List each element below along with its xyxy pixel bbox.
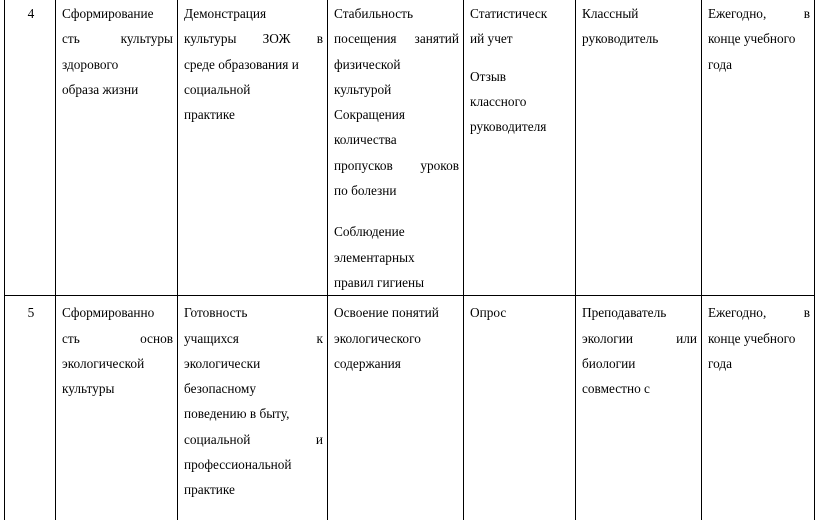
criteria-line: по болезни bbox=[334, 183, 397, 199]
responsible-line: руководитель bbox=[582, 31, 659, 47]
indicator-line: социальной и bbox=[184, 431, 323, 447]
responsible-line: Преподаватель bbox=[582, 305, 667, 321]
indicator-line: поведению в быту, bbox=[184, 406, 290, 422]
period-line: конце учебного bbox=[708, 31, 796, 47]
paragraph-gap bbox=[334, 203, 459, 219]
indicator-line: экологически bbox=[184, 355, 261, 371]
period-line: Ежегодно, в bbox=[708, 305, 810, 321]
goal-cell bbox=[56, 296, 178, 520]
method-line: руководителя bbox=[470, 119, 547, 135]
goal-line: экологической bbox=[62, 355, 145, 371]
row-number-text: 5 bbox=[27, 305, 35, 321]
method-line: Отзыв bbox=[470, 68, 507, 84]
paragraph-gap bbox=[470, 52, 571, 64]
method-line: Опрос bbox=[470, 305, 507, 321]
indicator-line: практике bbox=[184, 482, 235, 498]
indicator-line: социальной bbox=[184, 81, 251, 97]
criteria-cell bbox=[328, 296, 464, 520]
indicator-line: Демонстрация bbox=[184, 6, 267, 21]
indicator-line: культуры ЗОЖ в bbox=[184, 31, 323, 47]
criteria-line: Сокращения bbox=[334, 107, 406, 123]
criteria-cell bbox=[328, 0, 464, 296]
row-number-text: 4 bbox=[27, 6, 35, 21]
responsible-line: совместно с bbox=[582, 381, 650, 397]
criteria-line: экологического bbox=[334, 330, 421, 346]
criteria-line: пропусков уроков bbox=[334, 157, 459, 173]
row-number bbox=[5, 0, 56, 296]
table-row-5 bbox=[5, 296, 815, 520]
method-cell bbox=[464, 0, 576, 296]
indicator-line: среде образования и bbox=[184, 56, 299, 72]
indicator-line: Готовность bbox=[184, 305, 248, 321]
responsible-line: биологии bbox=[582, 355, 636, 371]
goal-line: сть основ bbox=[62, 330, 173, 346]
criteria-line: элементарных bbox=[334, 249, 415, 265]
goal-line: образа жизни bbox=[62, 81, 139, 97]
goal-line: Сформированно bbox=[62, 305, 155, 321]
table-row-4 bbox=[5, 0, 815, 296]
period-line: года bbox=[708, 56, 733, 72]
indicator-cell bbox=[178, 296, 328, 520]
criteria-line: правил гигиены bbox=[334, 274, 425, 290]
period-line: года bbox=[708, 355, 733, 371]
criteria-line: Стабильность bbox=[334, 6, 414, 21]
method-cell bbox=[464, 296, 576, 520]
criteria-line: физической bbox=[334, 56, 401, 72]
responsible-line: экологии или bbox=[582, 330, 697, 346]
indicator-cell bbox=[178, 0, 328, 296]
indicator-line: практике bbox=[184, 107, 235, 123]
criteria-line: культурой bbox=[334, 81, 392, 97]
method-line: классного bbox=[470, 93, 527, 109]
goal-line: сть культуры bbox=[62, 31, 173, 47]
criteria-line: Освоение понятий bbox=[334, 305, 439, 321]
criteria-line: содержания bbox=[334, 355, 401, 371]
period-line: Ежегодно, в bbox=[708, 6, 810, 21]
monitoring-table bbox=[4, 0, 815, 520]
period-cell bbox=[702, 296, 815, 520]
responsible-cell bbox=[576, 296, 702, 520]
responsible-cell bbox=[576, 0, 702, 296]
goal-line: Сформирование bbox=[62, 6, 154, 21]
row-number bbox=[5, 296, 56, 520]
method-line: Статистическ bbox=[470, 6, 548, 21]
criteria-line: количества bbox=[334, 132, 397, 148]
goal-line: культуры bbox=[62, 381, 115, 397]
responsible-line: Классный bbox=[582, 6, 639, 21]
indicator-line: профессиональной bbox=[184, 457, 292, 473]
method-line: ий учет bbox=[470, 31, 513, 47]
period-line: конце учебного bbox=[708, 330, 796, 346]
goal-line: здорового bbox=[62, 56, 119, 72]
period-cell bbox=[702, 0, 815, 296]
indicator-line: безопасному bbox=[184, 381, 256, 397]
criteria-line: Соблюдение bbox=[334, 224, 405, 240]
criteria-line: посещения занятий bbox=[334, 31, 459, 47]
indicator-line: учащихся к bbox=[184, 330, 323, 346]
goal-cell bbox=[56, 0, 178, 296]
